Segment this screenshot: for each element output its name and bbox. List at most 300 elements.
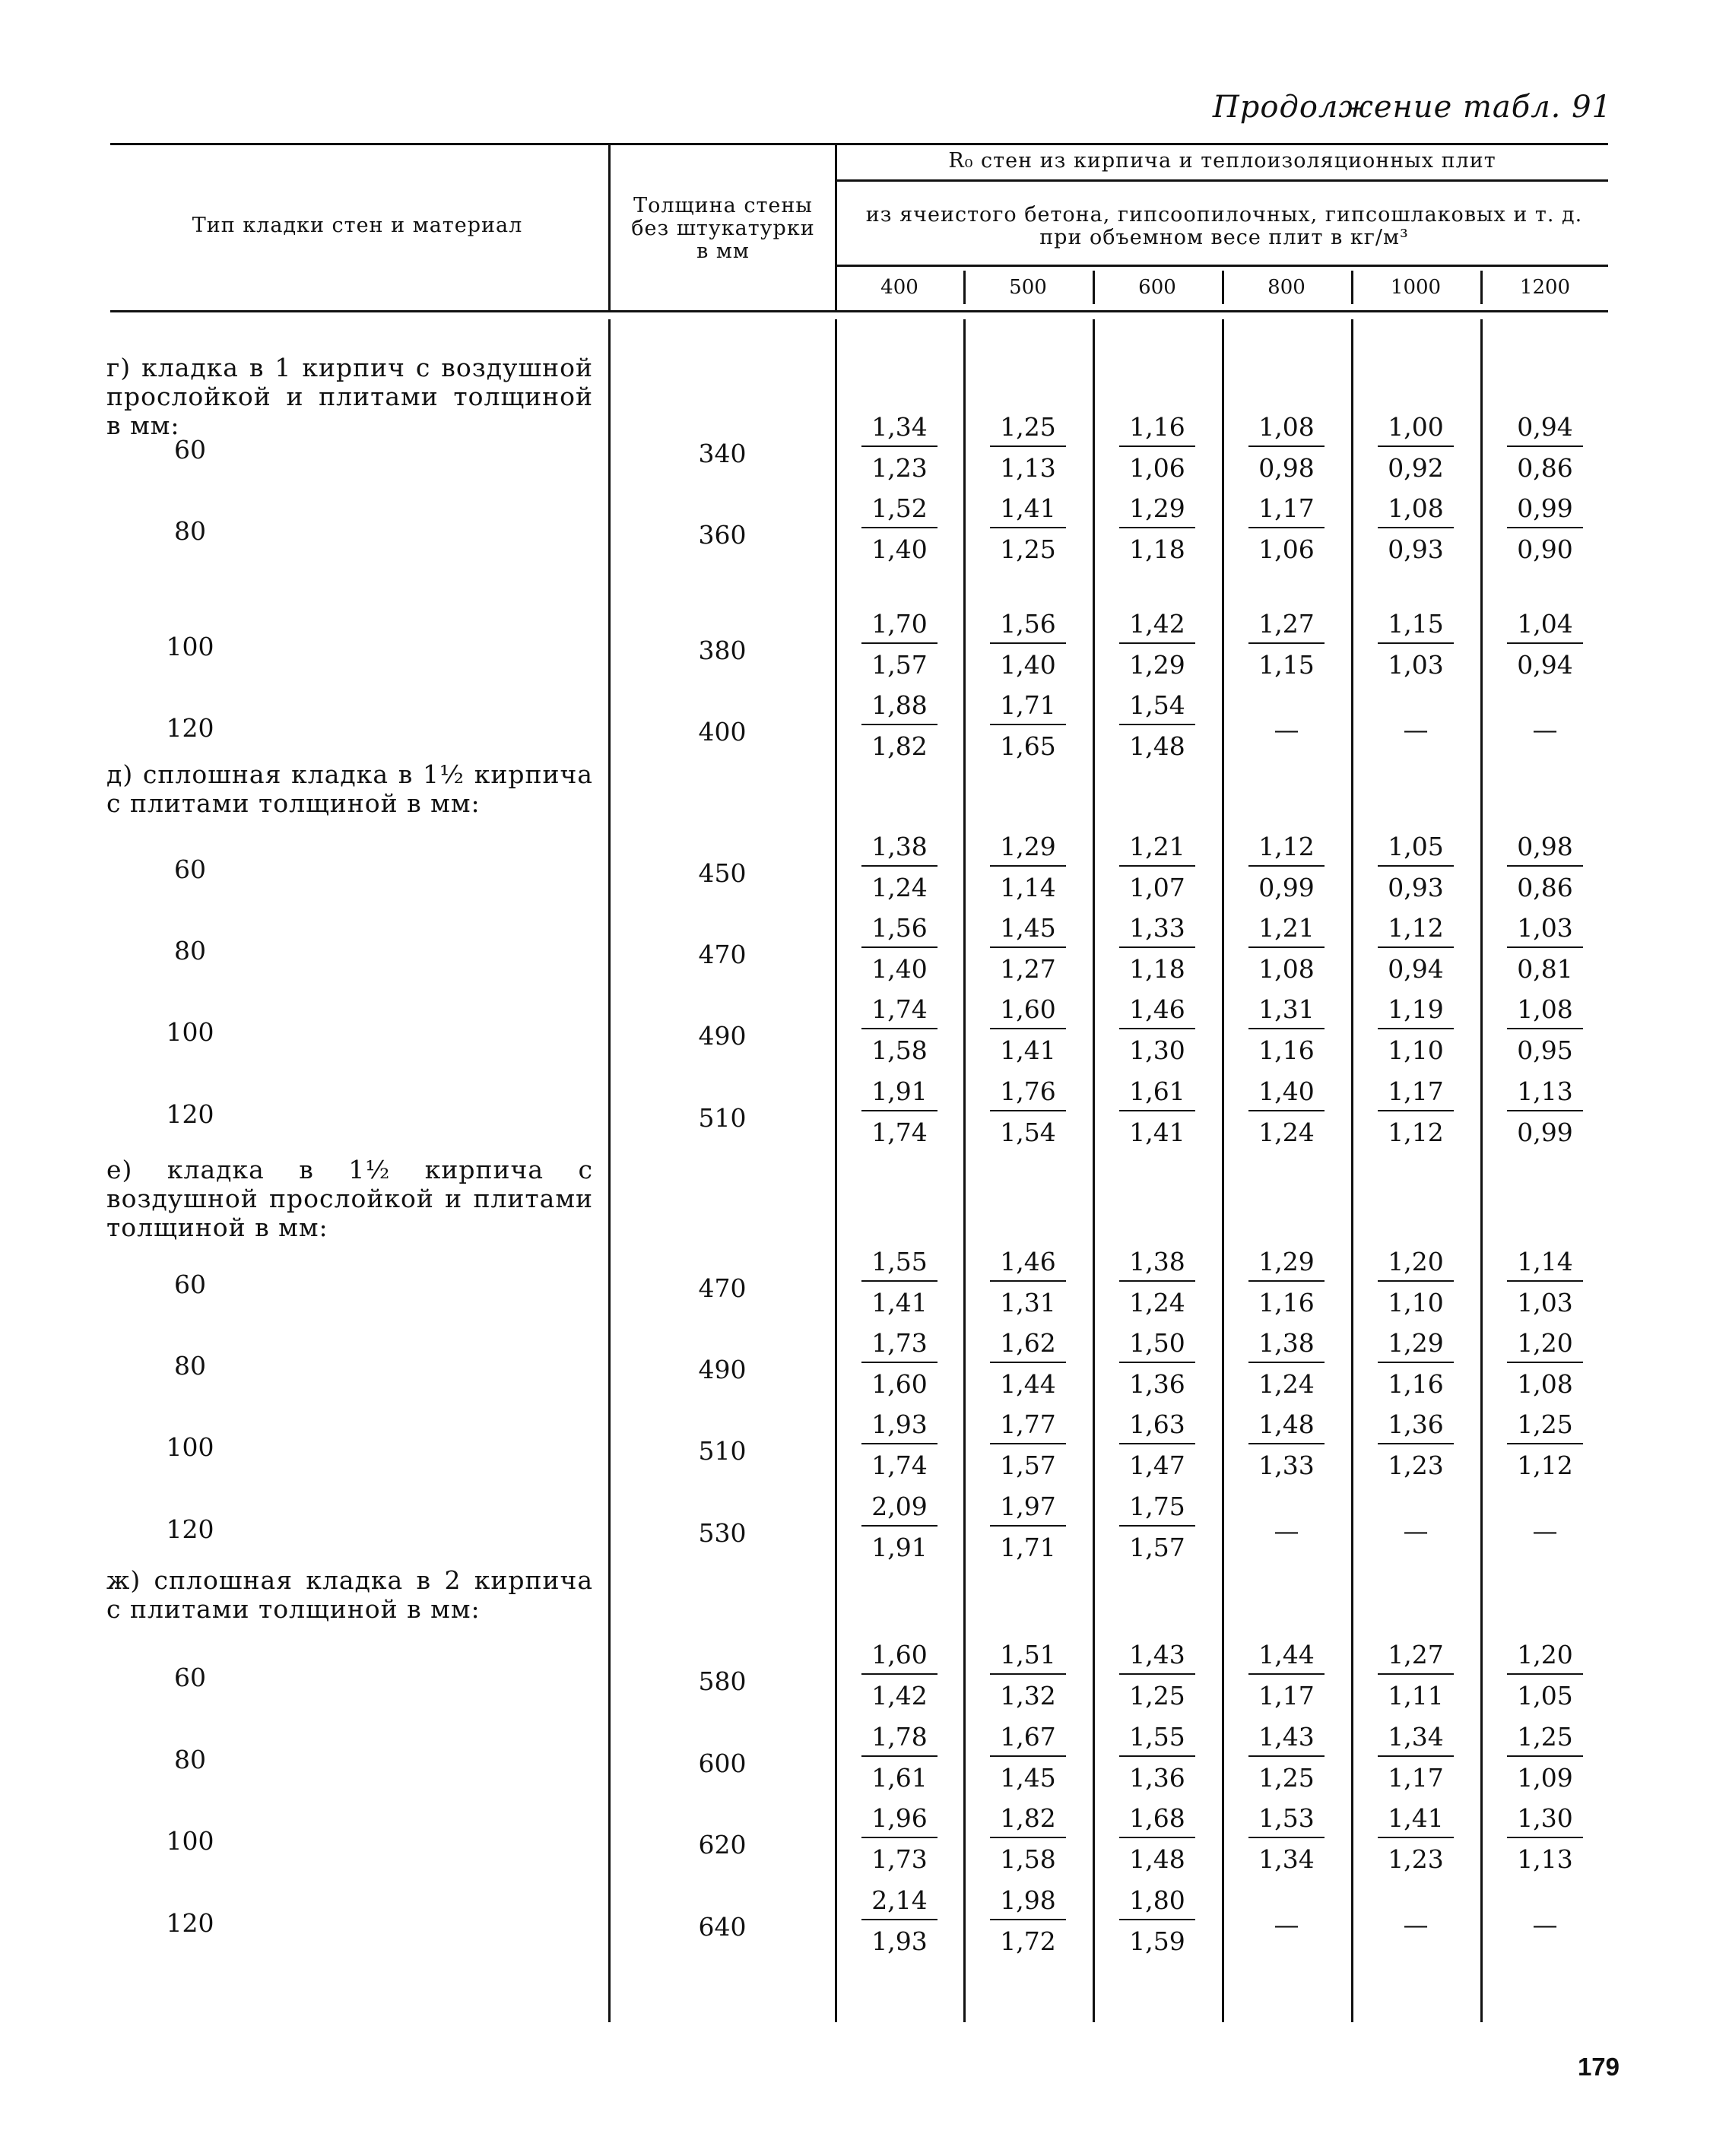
fraction-cell [1374, 1248, 1458, 1318]
fraction-numerator: 1,78 [871, 1722, 928, 1752]
density-rule-2 [1093, 271, 1095, 304]
fraction-numerator: 1,27 [1258, 609, 1315, 639]
fraction-cell [858, 1078, 941, 1148]
fraction-numerator: 1,82 [1000, 1803, 1056, 1833]
fraction-denominator: 1,24 [1258, 1118, 1315, 1147]
table-caption: Продолжение табл. 91 [1212, 90, 1612, 125]
fraction-denominator: 0,93 [1388, 534, 1444, 564]
fraction-bar [1119, 724, 1195, 725]
fraction-numerator: 0,99 [1517, 493, 1573, 523]
fraction-numerator: 1,29 [1388, 1328, 1444, 1358]
fraction-numerator: 1,14 [1517, 1247, 1573, 1276]
fraction-denominator: 0,95 [1517, 1035, 1573, 1065]
fraction-numerator: 1,68 [1129, 1803, 1185, 1833]
plate-thickness: 120 [166, 1908, 214, 1938]
section-title: д) сплошная кладка в 1½ кирпича с плитами толщиной в мм: [106, 759, 593, 818]
fraction-cell [1115, 1887, 1199, 1957]
fraction-denominator: 1,16 [1258, 1288, 1315, 1317]
fraction-denominator: 1,09 [1517, 1763, 1573, 1793]
fraction-denominator: 1,18 [1129, 954, 1185, 984]
fraction-bar [1378, 445, 1454, 447]
fraction-numerator: 1,29 [1129, 493, 1185, 523]
fraction-cell [1374, 996, 1458, 1066]
fraction-numerator: 1,98 [1000, 1885, 1056, 1915]
body-rule-1 [608, 319, 611, 2022]
fraction-bar [1507, 1755, 1583, 1757]
fraction-bar [990, 1755, 1066, 1757]
fraction-denominator: 1,82 [871, 731, 928, 761]
fraction-denominator: 1,42 [871, 1681, 928, 1711]
fraction-bar [861, 946, 937, 948]
fraction-denominator: 1,07 [1129, 873, 1185, 902]
fraction-numerator: 1,40 [1258, 1076, 1315, 1106]
fraction-bar [1507, 946, 1583, 948]
density-1000: 1000 [1390, 276, 1442, 299]
fraction-denominator: 1,27 [1000, 954, 1056, 984]
fraction-bar [990, 1919, 1066, 1920]
fraction-denominator: 1,40 [871, 534, 928, 564]
fraction-numerator: 1,46 [1129, 994, 1185, 1024]
fraction-cell [1503, 1805, 1587, 1875]
fraction-bar [990, 1837, 1066, 1838]
column-rule-1 [608, 143, 611, 310]
fraction-denominator: 1,16 [1388, 1369, 1444, 1399]
fraction-cell [1374, 1723, 1458, 1793]
density-800: 800 [1267, 276, 1306, 299]
density-1200: 1200 [1519, 276, 1571, 299]
empty-value-dash: — [1403, 1910, 1429, 1939]
fraction-denominator: 1,36 [1129, 1763, 1185, 1793]
fraction-denominator: 1,74 [871, 1118, 928, 1147]
fraction-numerator: 1,55 [1129, 1722, 1185, 1752]
table-top-rule [110, 143, 1608, 145]
fraction-cell [986, 1723, 1070, 1793]
fraction-numerator: 1,60 [1000, 994, 1056, 1024]
wall-thickness: 400 [698, 717, 747, 747]
fraction-numerator: 1,45 [1000, 913, 1056, 943]
fraction-numerator: 1,05 [1388, 832, 1444, 861]
fraction-cell [1503, 1641, 1587, 1711]
header-r0: R₀ стен из кирпича и теплоизоляционных плит [948, 149, 1496, 173]
fraction-cell [1503, 1723, 1587, 1793]
fraction-numerator: 1,19 [1388, 994, 1444, 1024]
wall-thickness: 470 [698, 940, 747, 969]
wall-thickness: 530 [698, 1518, 747, 1548]
fraction-numerator: 1,56 [1000, 609, 1056, 639]
fraction-bar [1378, 1110, 1454, 1111]
fraction-numerator: 1,41 [1000, 493, 1056, 523]
plate-thickness: 100 [166, 1826, 214, 1856]
fraction-denominator: 1,65 [1000, 731, 1056, 761]
fraction-numerator: 1,97 [1000, 1492, 1056, 1521]
fraction-numerator: 1,12 [1388, 913, 1444, 943]
fraction-denominator: 0,86 [1517, 453, 1573, 483]
fraction-bar [1248, 946, 1325, 948]
fraction-bar [861, 1028, 937, 1029]
fraction-cell [1374, 915, 1458, 984]
fraction-cell [1245, 1248, 1328, 1318]
fraction-bar [861, 865, 937, 867]
fraction-numerator: 1,44 [1258, 1640, 1315, 1669]
fraction-cell [1374, 610, 1458, 680]
fraction-denominator: 1,40 [1000, 650, 1056, 680]
fraction-bar [1378, 527, 1454, 528]
plate-thickness: 80 [174, 516, 206, 546]
fraction-denominator: 0,81 [1517, 954, 1573, 984]
fraction-numerator: 1,62 [1000, 1328, 1056, 1358]
fraction-denominator: 1,31 [1000, 1288, 1056, 1317]
fraction-denominator: 1,93 [871, 1926, 928, 1956]
fraction-numerator: 1,25 [1517, 1409, 1573, 1439]
fraction-cell [858, 1723, 941, 1793]
fraction-denominator: 1,11 [1388, 1681, 1444, 1711]
density-rule-4 [1351, 271, 1353, 304]
fraction-denominator: 1,48 [1129, 731, 1185, 761]
fraction-cell [986, 833, 1070, 903]
fraction-bar [990, 527, 1066, 528]
plate-thickness: 80 [174, 1745, 206, 1774]
fraction-numerator: 1,38 [871, 832, 928, 861]
fraction-cell [858, 1330, 941, 1400]
fraction-bar [1507, 1673, 1583, 1675]
fraction-numerator: 1,13 [1517, 1076, 1573, 1106]
fraction-bar [861, 527, 937, 528]
fraction-cell [986, 1330, 1070, 1400]
fraction-cell [1115, 1723, 1199, 1793]
plate-thickness: 100 [166, 1432, 214, 1462]
fraction-denominator: 0,99 [1517, 1118, 1573, 1147]
fraction-numerator: 1,54 [1129, 690, 1185, 720]
fraction-bar [1119, 1673, 1195, 1675]
fraction-cell [986, 1493, 1070, 1563]
fraction-bar [861, 1443, 937, 1444]
fraction-bar [861, 1362, 937, 1363]
fraction-numerator: 1,70 [871, 609, 928, 639]
wall-thickness: 620 [698, 1830, 747, 1860]
fraction-bar [1119, 1443, 1195, 1444]
fraction-cell [1503, 1330, 1587, 1400]
wall-thickness: 360 [698, 520, 747, 550]
fraction-denominator: 1,24 [1129, 1288, 1185, 1317]
fraction-cell [1374, 1330, 1458, 1400]
section-title: ж) сплошная кладка в 2 кирпича с плитами толщиной в мм: [106, 1565, 593, 1624]
fraction-bar [1119, 1919, 1195, 1920]
fraction-denominator: 1,58 [871, 1035, 928, 1065]
empty-value-dash: — [1532, 1516, 1558, 1546]
fraction-cell [1503, 915, 1587, 984]
fraction-denominator: 1,57 [1129, 1533, 1185, 1562]
fraction-numerator: 1,03 [1517, 913, 1573, 943]
fraction-denominator: 1,05 [1517, 1681, 1573, 1711]
fraction-bar [990, 1280, 1066, 1282]
fraction-cell [858, 692, 941, 762]
plate-thickness: 80 [174, 1351, 206, 1381]
fraction-cell [986, 915, 1070, 984]
fraction-cell [986, 692, 1070, 762]
column-rule-2 [835, 143, 837, 310]
plate-thickness: 80 [174, 936, 206, 965]
wall-thickness: 450 [698, 858, 747, 888]
fraction-numerator: 1,93 [871, 1409, 928, 1439]
fraction-cell [1115, 1411, 1199, 1481]
fraction-bar [1507, 1837, 1583, 1838]
fraction-cell [1115, 915, 1199, 984]
fraction-numerator: 1,20 [1517, 1640, 1573, 1669]
density-rule-3 [1222, 271, 1224, 304]
fraction-denominator: 0,86 [1517, 873, 1573, 902]
fraction-cell [858, 1887, 941, 1957]
fraction-denominator: 0,90 [1517, 534, 1573, 564]
fraction-cell [1245, 915, 1328, 984]
fraction-denominator: 1,24 [871, 873, 928, 902]
fraction-denominator: 1,06 [1258, 534, 1315, 564]
fraction-numerator: 1,08 [1517, 994, 1573, 1024]
fraction-numerator: 1,56 [871, 913, 928, 943]
fraction-bar [990, 865, 1066, 867]
fraction-denominator: 1,45 [1000, 1763, 1056, 1793]
fraction-cell [986, 1641, 1070, 1711]
fraction-cell [1115, 1641, 1199, 1711]
fraction-denominator: 0,99 [1258, 873, 1315, 902]
fraction-bar [1248, 1443, 1325, 1444]
fraction-denominator: 1,34 [1258, 1844, 1315, 1874]
fraction-cell [986, 1887, 1070, 1957]
fraction-denominator: 1,58 [1000, 1844, 1056, 1874]
fraction-numerator: 1,34 [1388, 1722, 1444, 1752]
fraction-bar [1119, 946, 1195, 948]
fraction-numerator: 1,17 [1388, 1076, 1444, 1106]
fraction-numerator: 1,46 [1000, 1247, 1056, 1276]
fraction-denominator: 1,15 [1258, 650, 1315, 680]
fraction-numerator: 1,00 [1388, 412, 1444, 442]
fraction-bar [1119, 1028, 1195, 1029]
header-bottom-rule [110, 310, 1608, 312]
fraction-cell [1374, 1805, 1458, 1875]
fraction-cell [1115, 495, 1199, 565]
fraction-bar [1378, 865, 1454, 867]
fraction-bar [861, 1110, 937, 1111]
fraction-denominator: 1,47 [1129, 1451, 1185, 1480]
fraction-bar [861, 1525, 937, 1527]
fraction-denominator: 1,57 [871, 650, 928, 680]
fraction-numerator: 1,53 [1258, 1803, 1315, 1833]
fraction-cell [986, 1805, 1070, 1875]
fraction-numerator: 1,55 [871, 1247, 928, 1276]
fraction-numerator: 1,88 [871, 690, 928, 720]
fraction-numerator: 1,75 [1129, 1492, 1185, 1521]
fraction-bar [1378, 1362, 1454, 1363]
empty-value-dash: — [1403, 1516, 1429, 1546]
plate-thickness: 120 [166, 1514, 214, 1544]
fraction-numerator: 1,76 [1000, 1076, 1056, 1106]
plate-thickness: 120 [166, 1099, 214, 1129]
fraction-numerator: 1,21 [1129, 832, 1185, 861]
fraction-cell [986, 1078, 1070, 1148]
fraction-cell [1374, 495, 1458, 565]
fraction-cell [1115, 414, 1199, 484]
fraction-bar [1507, 1443, 1583, 1444]
fraction-denominator: 1,03 [1517, 1288, 1573, 1317]
fraction-bar [861, 642, 937, 644]
fraction-bar [1119, 1755, 1195, 1757]
fraction-bar [990, 1110, 1066, 1111]
fraction-cell [1245, 833, 1328, 903]
fraction-denominator: 1,30 [1129, 1035, 1185, 1065]
empty-value-dash: — [1274, 1910, 1299, 1939]
fraction-numerator: 1,12 [1258, 832, 1315, 861]
fraction-cell [1115, 1248, 1199, 1318]
fraction-bar [990, 1028, 1066, 1029]
fraction-numerator: 1,27 [1388, 1640, 1444, 1669]
fraction-denominator: 1,25 [1129, 1681, 1185, 1711]
fraction-numerator: 1,30 [1517, 1803, 1573, 1833]
fraction-denominator: 1,57 [1000, 1451, 1056, 1480]
wall-thickness: 510 [698, 1103, 747, 1133]
fraction-numerator: 0,98 [1517, 832, 1573, 861]
fraction-cell [1374, 1411, 1458, 1481]
fraction-bar [861, 1837, 937, 1838]
wall-thickness: 640 [698, 1912, 747, 1942]
fraction-cell [1245, 610, 1328, 680]
fraction-numerator: 1,08 [1388, 493, 1444, 523]
fraction-denominator: 1,10 [1388, 1288, 1444, 1317]
fraction-bar [990, 642, 1066, 644]
header-type-of-masonry: Тип кладки стен и материал [192, 214, 523, 237]
fraction-cell [858, 1641, 941, 1711]
fraction-denominator: 1,12 [1388, 1118, 1444, 1147]
fraction-cell [858, 495, 941, 565]
fraction-numerator: 1,91 [871, 1076, 928, 1106]
fraction-cell [1503, 414, 1587, 484]
fraction-bar [990, 1443, 1066, 1444]
fraction-numerator: 1,33 [1129, 913, 1185, 943]
fraction-numerator: 1,38 [1258, 1328, 1315, 1358]
fraction-bar [1507, 865, 1583, 867]
plate-thickness: 60 [174, 435, 206, 464]
fraction-numerator: 1,20 [1517, 1328, 1573, 1358]
fraction-denominator: 1,74 [871, 1451, 928, 1480]
fraction-denominator: 1,33 [1258, 1451, 1315, 1480]
density-500: 500 [1009, 276, 1047, 299]
fraction-numerator: 1,25 [1000, 412, 1056, 442]
density-rule-5 [1480, 271, 1483, 304]
fraction-cell [858, 414, 941, 484]
fraction-bar [1119, 865, 1195, 867]
fraction-denominator: 1,41 [1129, 1118, 1185, 1147]
fraction-cell [858, 1805, 941, 1875]
fraction-numerator: 1,73 [871, 1328, 928, 1358]
fraction-bar [1119, 642, 1195, 644]
fraction-denominator: 1,25 [1000, 534, 1056, 564]
fraction-denominator: 1,36 [1129, 1369, 1185, 1399]
fraction-bar [1378, 1755, 1454, 1757]
fraction-cell [986, 414, 1070, 484]
fraction-cell [1374, 414, 1458, 484]
empty-value-dash: — [1532, 715, 1558, 744]
fraction-denominator: 1,12 [1517, 1451, 1573, 1480]
fraction-cell [1503, 1078, 1587, 1148]
fraction-numerator: 1,43 [1258, 1722, 1315, 1752]
fraction-bar [1378, 642, 1454, 644]
fraction-bar [990, 1525, 1066, 1527]
fraction-bar [1507, 642, 1583, 644]
fraction-denominator: 1,29 [1129, 650, 1185, 680]
fraction-numerator: 1,20 [1388, 1247, 1444, 1276]
fraction-bar [1378, 1028, 1454, 1029]
fraction-bar [1507, 1110, 1583, 1111]
fraction-numerator: 1,38 [1129, 1247, 1185, 1276]
fraction-bar [1119, 1525, 1195, 1527]
fraction-cell [1245, 1641, 1328, 1711]
fraction-cell [1374, 1078, 1458, 1148]
fraction-denominator: 1,17 [1388, 1763, 1444, 1793]
fraction-bar [1119, 1362, 1195, 1363]
empty-value-dash: — [1274, 715, 1299, 744]
body-rule-2 [835, 319, 837, 2022]
wall-thickness: 490 [698, 1355, 747, 1384]
fraction-cell [1115, 1330, 1199, 1400]
fraction-numerator: 1,36 [1388, 1409, 1444, 1439]
page-number: 179 [1577, 2053, 1620, 2081]
fraction-cell [1503, 610, 1587, 680]
fraction-bar [1119, 1110, 1195, 1111]
fraction-numerator: 1,42 [1129, 609, 1185, 639]
plate-thickness: 100 [166, 1017, 214, 1047]
fraction-cell [1503, 495, 1587, 565]
fraction-denominator: 0,94 [1388, 954, 1444, 984]
fraction-bar [1248, 1028, 1325, 1029]
plate-thickness: 60 [174, 854, 206, 884]
fraction-bar [1507, 1280, 1583, 1282]
fraction-bar [1507, 527, 1583, 528]
fraction-numerator: 1,60 [871, 1640, 928, 1669]
fraction-denominator: 1,91 [871, 1533, 928, 1562]
fraction-bar [990, 1362, 1066, 1363]
plate-thickness: 120 [166, 713, 214, 743]
fraction-bar [1507, 1362, 1583, 1363]
fraction-numerator: 1,48 [1258, 1409, 1315, 1439]
fraction-bar [1507, 1028, 1583, 1029]
fraction-bar [1248, 1280, 1325, 1282]
fraction-denominator: 1,32 [1000, 1681, 1056, 1711]
fraction-cell [1115, 833, 1199, 903]
empty-value-dash: — [1403, 715, 1429, 744]
fraction-denominator: 1,60 [871, 1369, 928, 1399]
fraction-denominator: 1,25 [1258, 1763, 1315, 1793]
fraction-numerator: 1,52 [871, 493, 928, 523]
fraction-bar [861, 1673, 937, 1675]
header-subrule-1 [836, 179, 1608, 182]
fraction-denominator: 1,41 [871, 1288, 928, 1317]
fraction-bar [1507, 445, 1583, 447]
fraction-numerator: 1,43 [1129, 1640, 1185, 1669]
fraction-numerator: 2,14 [871, 1885, 928, 1915]
fraction-denominator: 0,92 [1388, 453, 1444, 483]
fraction-cell [986, 1248, 1070, 1318]
fraction-cell [1245, 1805, 1328, 1875]
fraction-cell [1374, 833, 1458, 903]
fraction-cell [858, 833, 941, 903]
fraction-bar [990, 1673, 1066, 1675]
fraction-denominator: 1,17 [1258, 1681, 1315, 1711]
fraction-denominator: 1,48 [1129, 1844, 1185, 1874]
header-material: из ячеистого бетона, гипсоопилочных, гипсошлаковых и т. д. при объемном весе плит в кг/м³ [865, 203, 1583, 249]
fraction-cell [1245, 414, 1328, 484]
fraction-numerator: 1,67 [1000, 1722, 1056, 1752]
fraction-bar [1248, 865, 1325, 867]
density-600: 600 [1138, 276, 1176, 299]
fraction-numerator: 1,31 [1258, 994, 1315, 1024]
